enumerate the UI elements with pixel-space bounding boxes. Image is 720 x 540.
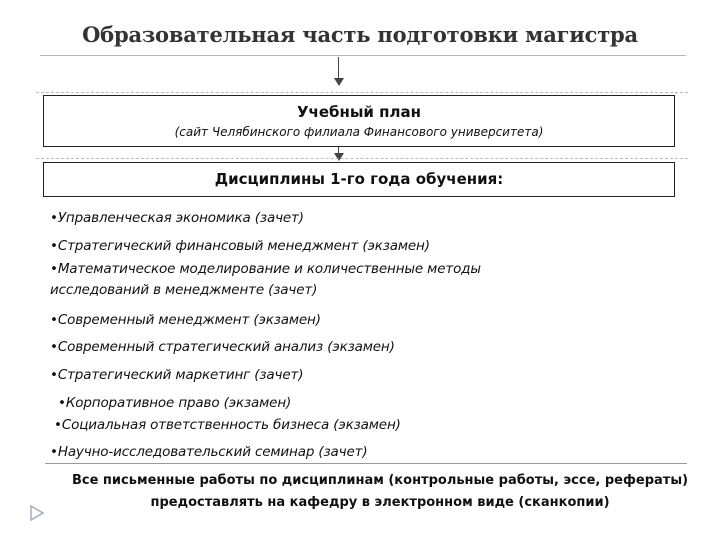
arrow-down-icon — [334, 153, 344, 161]
footer-note-line-2: предоставлять на кафедру в электронном виде (сканкопии) — [150, 495, 610, 510]
study-plan-box — [43, 95, 675, 147]
connector-line-top — [338, 57, 339, 79]
discipline-item: •Современный стратегический анализ (экзамен) — [50, 339, 395, 355]
discipline-item: •Корпоративное право (экзамен) — [58, 395, 292, 411]
discipline-item-continuation: исследований в менеджменте (зачет) — [50, 282, 318, 298]
discipline-item: •Управленческая экономика (зачет) — [50, 210, 304, 226]
discipline-item: •Научно-исследовательский семинар (зачет) — [50, 444, 368, 460]
discipline-item: •Современный менеджмент (экзамен) — [50, 312, 321, 328]
discipline-item: •Математическое моделирование и количественные методы — [50, 261, 481, 277]
study-plan-title: Учебный план — [296, 103, 421, 121]
discipline-item: •Стратегический финансовый менеджмент (экзамен) — [50, 238, 430, 254]
title-divider — [40, 55, 686, 56]
study-plan-source: (сайт Челябинского филиала Финансового университета) — [174, 125, 544, 139]
first-year-title: Дисциплины 1-го года обучения: — [214, 170, 504, 188]
discipline-item: •Социальная ответственность бизнеса (экзамен) — [54, 417, 401, 433]
discipline-item: •Стратегический маркетинг (зачет) — [50, 367, 304, 383]
dashed-guide-1 — [36, 92, 688, 93]
footer-divider — [45, 463, 687, 464]
dashed-guide-2 — [36, 158, 688, 159]
footer-note-line-1: Все письменные работы по дисциплинам (контрольные работы, эссе, рефераты) — [71, 473, 689, 488]
triangle-play-icon — [30, 505, 44, 521]
first-year-box — [43, 162, 675, 197]
arrow-down-icon — [334, 78, 344, 86]
page-title: Образовательная часть подготовки магистра — [82, 22, 638, 47]
